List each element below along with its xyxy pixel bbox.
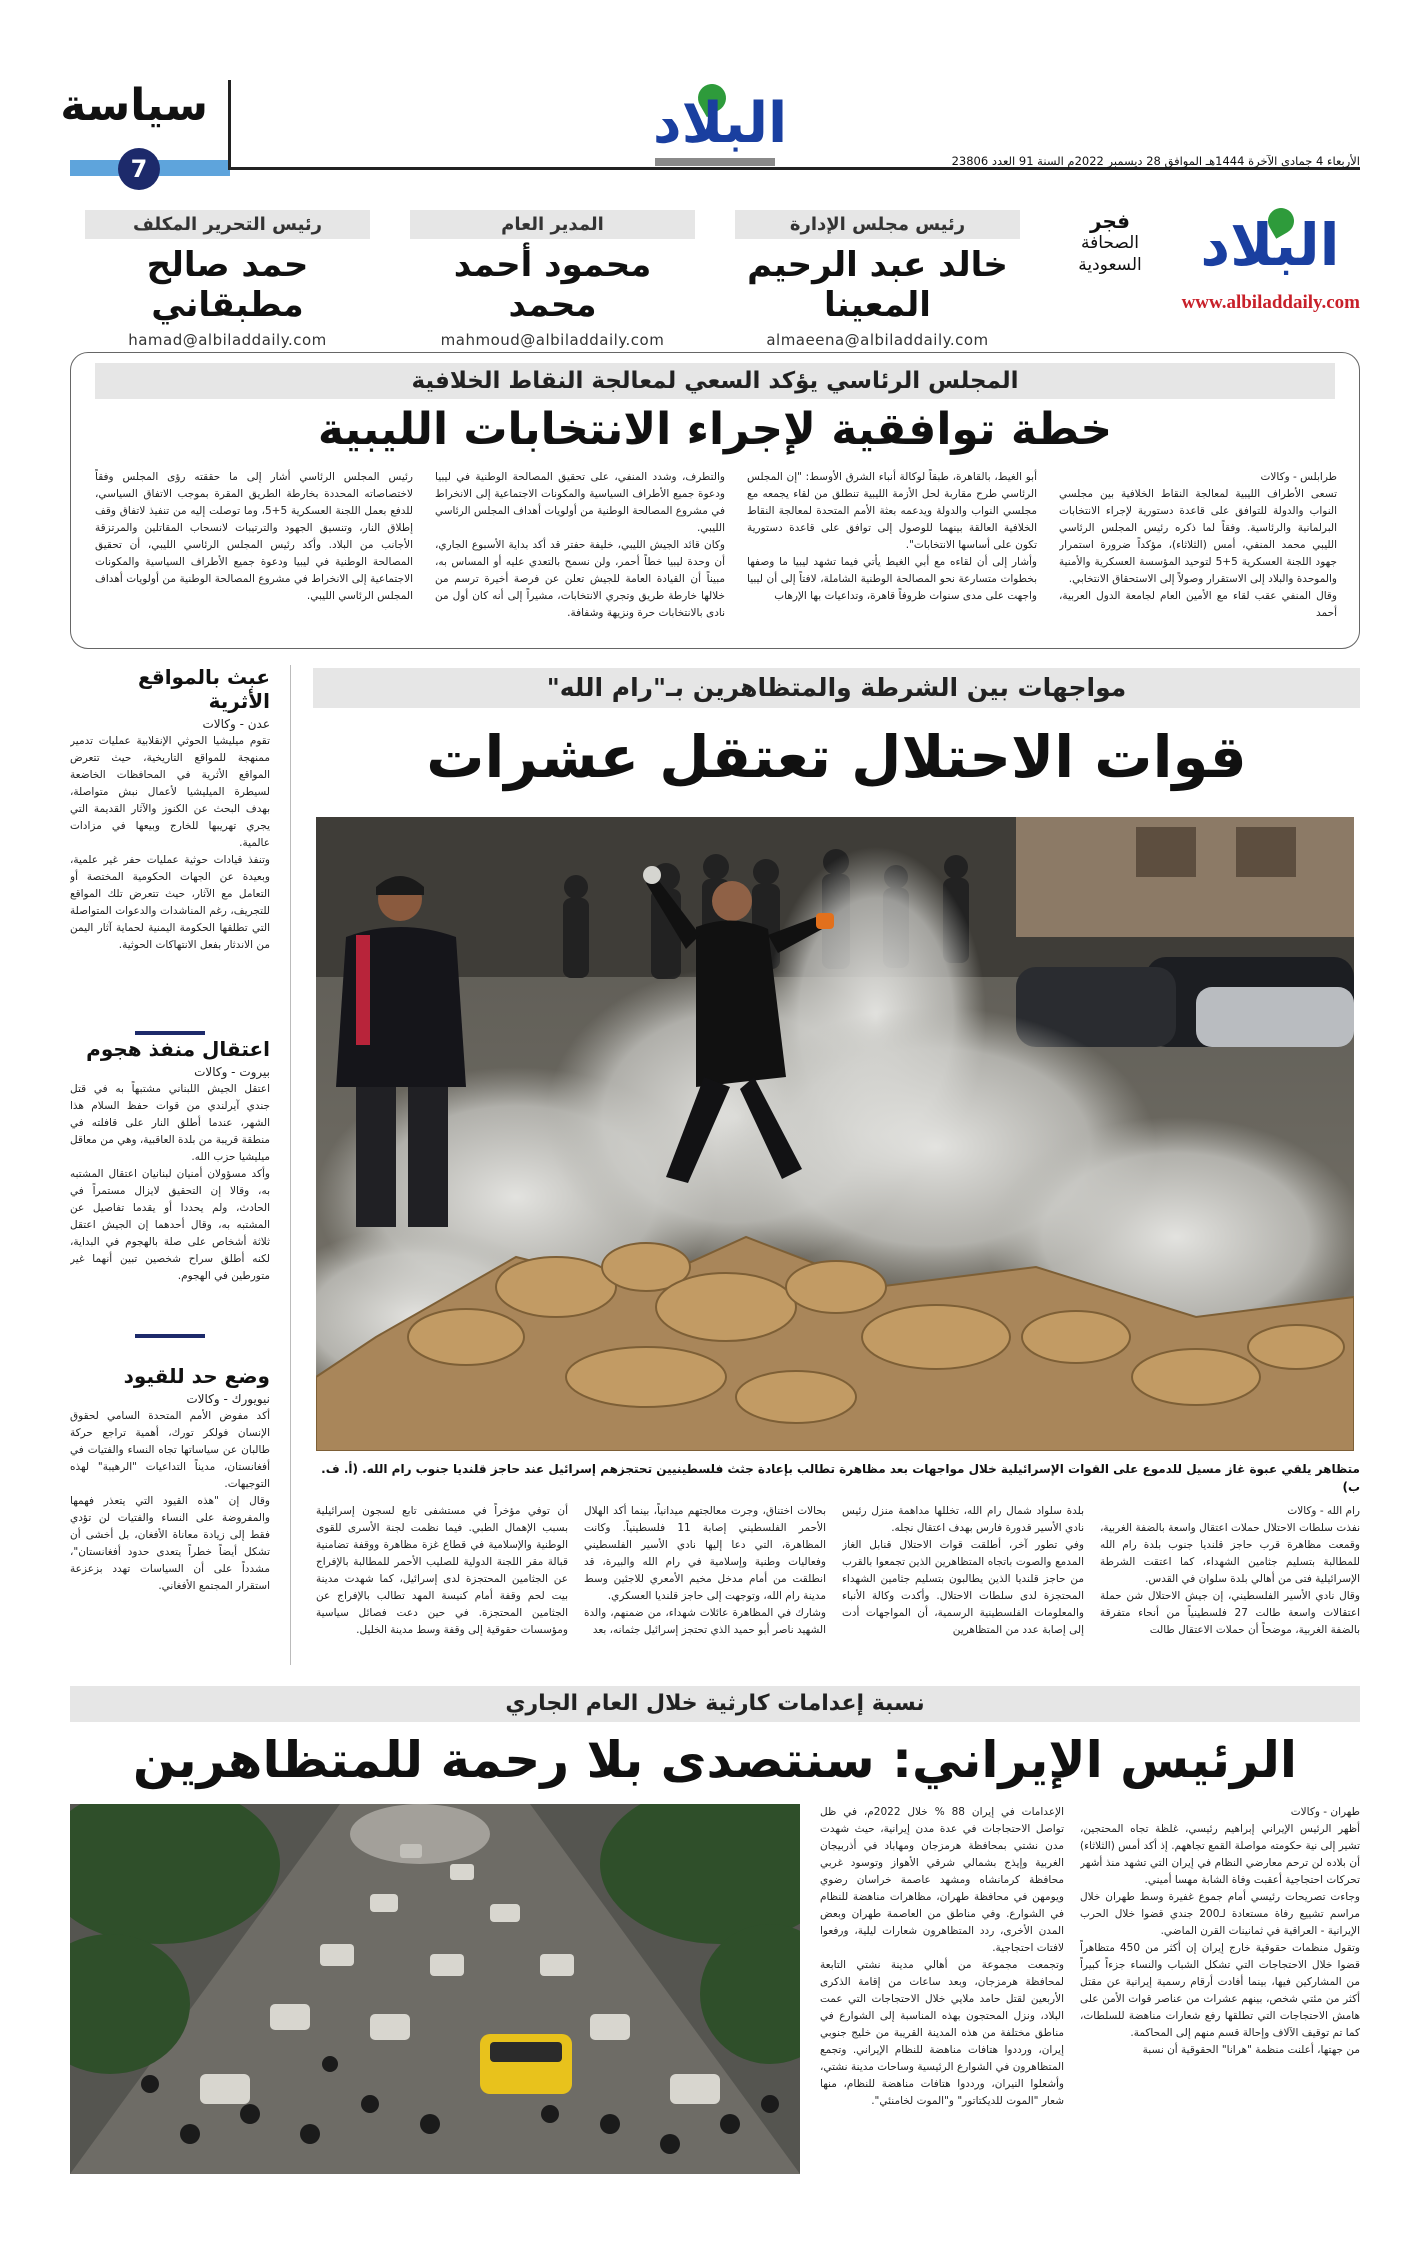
website-link[interactable]: www.albiladdaily.com <box>1181 292 1360 313</box>
tagline-3: السعودية <box>1078 255 1142 275</box>
page-number: 7 <box>130 155 148 183</box>
iran-headline: الرئيس الإيراني: سنتصدى بلا رحمة للمتظاهرين <box>132 1731 1298 1789</box>
libya-kicker: المجلس الرئاسي يؤكد السعي لمعالجة النقاط الخلافية <box>95 363 1335 399</box>
palestine-col-1: رام الله - وكالات نفذت سلطات الاحتلال حملات اعتقال واسعة بالضفة الغربية، وقمعت مظاهرة قرب حاجز قلنديا جنوب بلدة رام الله للمطالبة بتسليم جثامين الشهداء، كما اعتقت الشرطة الإسرائيلية فتى من أهالي بلدة سلوان في القدس. وقال نادي الأسير الفلسطيني، إن جيش الاحتلال شن حملة اعتقالات واسعة طالت 27 فلسطينياً من أنحاء متفرقة بالضفة الغربية، موضحاً أن حملات الاعتقال طالت <box>1100 1505 1360 1636</box>
tagline-2: الصحافة <box>1080 233 1140 253</box>
sidebar-body: تقوم ميليشيا الحوثي الإنقلابية عمليات تدمير ممنهجة للمواقع التاريخية، حيث تتعرض المواقع الأثرية في المحافظات الخاضعة لسيطرة الميليشيا لأعمال نبش متواصلة، بهدف البحث عن الكنوز والآثار القديمة التي يجري تهريبها للخارج وبيعها في مزادات عالمية. وتنفذ قيادات حوثية عمليات حفر غير علمية، وبعيدة عن الجهات الحكومية المختصة أو التعامل مع الآثار، حيث تتعرض تلك المواقع للتجريف، رغم المناشدات والدعوات المتواصلة التي تطلقها الحكومة اليمنية لحماية آثار اليمن من الاندثار بفعل الانتهاكات الحوثية. <box>70 735 270 951</box>
staff-role: رئيس التحرير المكلف <box>85 210 370 239</box>
header-logo-text: البلاد <box>652 91 788 156</box>
sidebar-body: اعتقل الجيش اللبناني مشتبهاً به في قتل جندي آيرلندي من قوات حفظ السلام هذا الشهر، عندما أطلق النار على قافلته في منطقة قريبة من بلدة العاقبية، وهي من معاقل ميليشيا حزب الله. وأكد مسؤولان أمنيان لبنانيان اعتقال المشتبه به، وقالا إن التحقيق لايزال مستمراً في الحادث، ولم يحددا أو يقدما تفاصيل عن المشتبه به، وقال أحدهما إن الجيش اعتقل ثلاثة أشخاص على صلة بالهجوم في البداية، لكنه أطلق سراح شخصين تبين أنهما غير متورطين في الهجوم. <box>70 1083 270 1282</box>
iran-photo <box>70 1804 800 2174</box>
brand-logo-text: البلاد <box>1200 211 1340 279</box>
staff-name: محمود أحمد محمد <box>453 245 652 325</box>
palestine-photo <box>316 817 1354 1451</box>
palestine-col-4: أن توفي مؤخراً في مستشفى تابع لسجون إسرائيلية بسبب الإهمال الطبي. فيما نظمت لجنة الأسرى للقوى الوطنية والإسلامية في قطاع غزة مظاهرة ووقفة تضامنية قبالة مقر اللجنة الدولية للصليب الأحمر للمطالبة بالإفراج عن الجثامين المحتجزة لدى إسرائيل، كما شهدت مدينة بيت لحم وقفة أمام كنيسة المهد تطالب بالإفراج عن الجثامين المحتجزة. في حين دعت فصائل سياسية ومؤسسات حقوقية إلى وقفة وسط مدينة الخليل. <box>316 1505 568 1636</box>
page-number-badge <box>118 148 160 190</box>
staff-role: رئيس مجلس الإدارة <box>735 210 1020 239</box>
libya-col-2: أبو الغيط، بالقاهرة، طبقاً لوكالة أنباء الشرق الأوسط: "إن المجلس الرئاسي طرح مقاربة لحل الأزمة الليبية تنطلق من لقاء يجمعه مع مجلسي النواب والدولة ويدعمه بعثة الأمم المتحدة لمعالجة النقاط الخلافية العالقة بينهما للوصول إلى توافق على قاعدة دستورية تكون على أساسها الانتخابات". وأشار إلى أن لقاءه مع أبي الغيط يأتي فيما تشهد ليبيا ما وصفها بخطوات متسارعة نحو المصالحة الوطنية الشاملة، لافتاً إلى أن ليبيا واجهت على مدى سنوات ظروفاً قاهرة، وتداعيات بها الإرهاب <box>747 471 1037 602</box>
logo-bar <box>655 158 775 166</box>
libya-headline: خطة توافقية لإجراء الانتخابات الليبية <box>317 404 1113 455</box>
palestine-caption: متظاهر يلقي عبوة غاز مسيل للدموع على القوات الإسرائيلية خلال مواجهات بعد مظاهرة تطالب بإعادة جثث فلسطينيين تحتجزهم إسرائيل عند حاجز قلنديا جنوب رام الله. (أ. ف. ب) <box>321 1462 1360 1494</box>
staff-name: حمد صالح مطبقاني <box>146 245 309 325</box>
staff-email: hamad@albiladdaily.com <box>128 331 327 349</box>
staff-email: mahmoud@albiladdaily.com <box>440 331 665 349</box>
sidebar-rule <box>290 665 291 1665</box>
staff-name: خالد عبد الرحيم المعينا <box>747 245 1008 325</box>
masthead <box>70 209 1360 349</box>
header-logo <box>640 80 800 160</box>
sidebar-divider <box>135 1031 205 1035</box>
staff-role: المدير العام <box>410 210 695 239</box>
section-label: سياسة <box>60 80 208 131</box>
staff-box-director <box>410 210 695 349</box>
sidebar-title: عبث بالمواقع الأثرية <box>137 665 270 713</box>
staff-box-editor <box>85 210 370 349</box>
sidebar <box>70 665 270 1665</box>
tagline-1: فجر <box>1090 209 1130 233</box>
sidebar-story-2 <box>70 1037 270 1352</box>
tagline <box>1040 210 1180 276</box>
brand-block <box>1040 210 1360 325</box>
libya-story <box>70 352 1360 649</box>
staff-box-chairman <box>735 210 1020 349</box>
libya-col-1: طرابلس - وكالات تسعى الأطراف الليبية لمعالجة النقاط الخلافية بين مجلسي النواب والدولة للتوافق على قاعدة دستورية لإجراء الانتخابات البرلمانية والرئاسية. وفقاً لما ذكره رئيس المجلس الرئاسي الليبي محمد المنفي، أمس (الثلاثاء)، مؤكداً ضرورة استمرار جهود اللجنة العسكرية 5+5 لتوحيد المؤسسة العسكرية والأمنية والموحدة والبلاد إلى الاستقرار وصولاً إلى الاستحقاق الانتخابي. وقال المنفي عقب لقاء مع الأمين العام لجامعة الدول العربية، أحمد <box>1059 471 1337 619</box>
iran-col-1: طهران - وكالات أظهر الرئيس الإيراني إبراهيم رئيسي، غلظة تجاه المحتجين، تشير إلى نية حكومته مواصلة القمع تجاههم. إذ أكد أمس (الثلاثاء) أن بلاده لن ترحم معارضي النظام في إيران التي تشهد منذ أشهر تحركات احتجاجية أعقبت وفاة الشابة مهسا أميني. وجاءت تصريحات رئيسي أمام جموع غفيرة وسط طهران خلال مراسم تشييع رفاة مستعادة لـ200 جندي قضوا خلال الحرب الإيرانية - العراقية في ثمانينات القرن الماضي. وتقول منظمات حقوقية خارج إيران إن أكثر من 450 متظاهراً قضوا خلال الاحتجاجات التي تشكل الشباب والنساء جزءاً كبيراً من المشاركين فيها، بينما أفادت أرقام رسمية إيرانية عن مقتل أكثر من مئتي شخص، بينهم عشرات من عناصر قوات الأمن على هامش الاحتجاجات التي تطلقها رفع شعارات مناهضة للسلطات، كما تم توقيف الآلاف وإحالة قسم منهم إلى المحاكمة. من جهتها، أعلنت منظمة "هرانا" الحقوقية أن نسبة <box>1080 1806 1360 2056</box>
libya-col-3: والتطرف، وشدد المنفي، على تحقيق المصالحة الوطنية في ليبيا ودعوة جميع الأطراف السياسية والمكونات الاجتماعية إلى الانخراط في مشروع المصالحة الوطنية من أولويات أهداف المجلس الرئاسي الليبي. وكان قائد الجيش الليبي، خليفة حفتر قد أكد بداية الأسبوع الجاري، أن وحدة ليبيا خطاً أحمر، ولن نسمح بالتعدي عليه أو المساس به، مبيناً أن القيادة العامة للجيش تعلن عن فرصة أخيرة ترسم من خلالها خارطة طريق وتجري الانتخابات، مشيراً إلى أنه كان أول من نادى بالانتخابات حرة ونزيهة وشفافة. <box>435 471 725 619</box>
sidebar-story-1 <box>70 665 270 1025</box>
sidebar-byline: عدن - وكالات <box>202 717 270 731</box>
palestine-col-2: بلدة سلواد شمال رام الله، تخللها مداهمة منزل رئيس نادي الأسير قدورة فارس بهدف اعتقال نجله. وفي تطور آخر، أطلقت قوات الاحتلال قنابل الغاز المدمع والصوت باتجاه المتظاهرين الذين تجمعوا بالقرب من حاجز قلنديا الذين يطالبون بتسليم جثامين الشهداء المحتجزة لدى سلطات الاحتلال. وأكدت وكالة الأنباء والمعلومات الفلسطينية الرسمية، أن المواجهات أدت إلى إصابة عدد من المتظاهرين <box>842 1505 1084 1636</box>
date-line: الأربعاء 4 جمادى الآخرة 1444هـ الموافق 28 ديسمبر 2022م السنة 91 العدد 23806 <box>951 154 1360 168</box>
palestine-col-3: بحالات اختناق، وجرت معالجتهم ميدانياً، بينما أكد الهلال الأحمر الفلسطيني إصابة 11 فلسطينياً. وكانت المظاهرة، التي دعا إليها نادي الأسير الفلسطيني وفعاليات وطنية وإسلامية في رام الله والبيرة، قد انطلقت من أمام مدخل مخيم الأمعري للاجئين وسط مدينة رام الله، وتوجهت إلى حاجز قلنديا العسكري. وشارك في المظاهرة عائلات شهداء، من ضمنهم، والدة الشهيد ناصر أبو حميد الذي تحتجز إسرائيل جثمانه، بعد <box>584 1505 826 1636</box>
sidebar-byline: بيروت - وكالات <box>194 1065 270 1079</box>
palestine-headline: قوات الاحتلال تعتقل عشرات <box>426 723 1247 791</box>
top-header <box>0 0 1420 200</box>
sidebar-title: اعتقال منفذ هجوم <box>86 1037 270 1061</box>
palestine-kicker: مواجهات بين الشرطة والمتظاهرين بـ"رام الله" <box>313 668 1360 708</box>
iran-photo-illustration <box>70 1804 800 2174</box>
iran-kicker: نسبة إعدامات كارثية خلال العام الجاري <box>70 1686 1360 1722</box>
palestine-photo-illustration <box>316 817 1354 1451</box>
sidebar-story-3 <box>70 1364 270 1664</box>
sidebar-divider <box>135 1334 205 1338</box>
libya-col-4: رئيس المجلس الرئاسي أشار إلى ما حققته رؤى المجلس وفقاً لاختصاصاته المحددة بخارطة الطريق المقرة بموجب الاتفاق السياسي، للدفع بعمل اللجنة العسكرية 5+5، وما توصلت إليه من تنفيذ لاتفاق وقف إطلاق النار، وتنسيق الجهود والترتيبات لانسحاب المقاتلين والمرتزقة الأجانب من البلاد. وأكد رئيس المجلس الرئاسي الليبي، أن تحقيق المصالحة الوطنية في ليبيا ودعوة جميع الأطراف السياسية والمكونات الاجتماعية إلى الانخراط في مشروع المصالحة الوطنية من أولويات أهداف المجلس الرئاسي الليبي. <box>95 471 413 602</box>
iran-col-2: الإعدامات في إيران 88 % خلال 2022م، في ظل تواصل الاحتجاجات في عدة مدن إيرانية، حيث شهدت مدن نشتي بمحافظة هرمزجان ومهاباد في أذربيجان الغربية وإيذج بشمالي شرقي الأهواز وتوسود غربي محافظة كرمانشاه ومشهد عاصمة خراسان رضوي ويومهن في محافظة طهران، مظاهرات مناهضة للنظام في الشوارع. وفي مناطق من العاصمة طهران وبعض المدن الأخرى، ردد المتظاهرون شعارات ليلية، ورفعوا لافتات احتجاجية. وتجمعت مجموعة من أهالي مدينة نشتي التابعة لمحافظة هرمزجان، وبعد ساعات من إقامة الذكرى الأربعين لقتل حامد ملايي خلال الاحتجاجات التي عمت البلاد، ونزل المحتجون بهذه المناسبة إلى الشوارع في مناطق مختلفة من هذه المدينة القريبة من خليج جنوبي إيران، ورددوا هتافات مناهضة للنظام الإيراني. وتجمع المتظاهرون في الشوارع الرئيسية وساحات مدينة نشتي، وأشعلوا النيران، ورددوا هتافات مناهضة للنظام، منها شعار "الموت للديكتاتور" و"الموت لخامنئي". <box>820 1806 1064 2107</box>
staff-email: almaeena@albiladdaily.com <box>766 331 989 349</box>
sidebar-byline: نيويورك - وكالات <box>186 1392 270 1406</box>
sidebar-body: أكد مفوض الأمم المتحدة السامي لحقوق الإنسان فولكر تورك، أهمية تراجع حركة طالبان عن سياساتها تجاه النساء والفتيات في أفغانستان، مديناً التداعيات "الرهيبة" لهذه التوجيهات. وقال إن "هذه القيود التي يتعذر فهمها والمفروضة على النساء والفتيات لن تؤدي فقط إلى زيادة معاناة الأفغان، بل أخشى أن تشكل أيضاً خطراً يتعدى حدود أفغانستان"، مشدداً على أن السياسات تهدد بزعزعة استقرار المجتمع الأفغاني. <box>70 1410 270 1592</box>
sidebar-title: وضع حد للقيود <box>123 1364 270 1388</box>
